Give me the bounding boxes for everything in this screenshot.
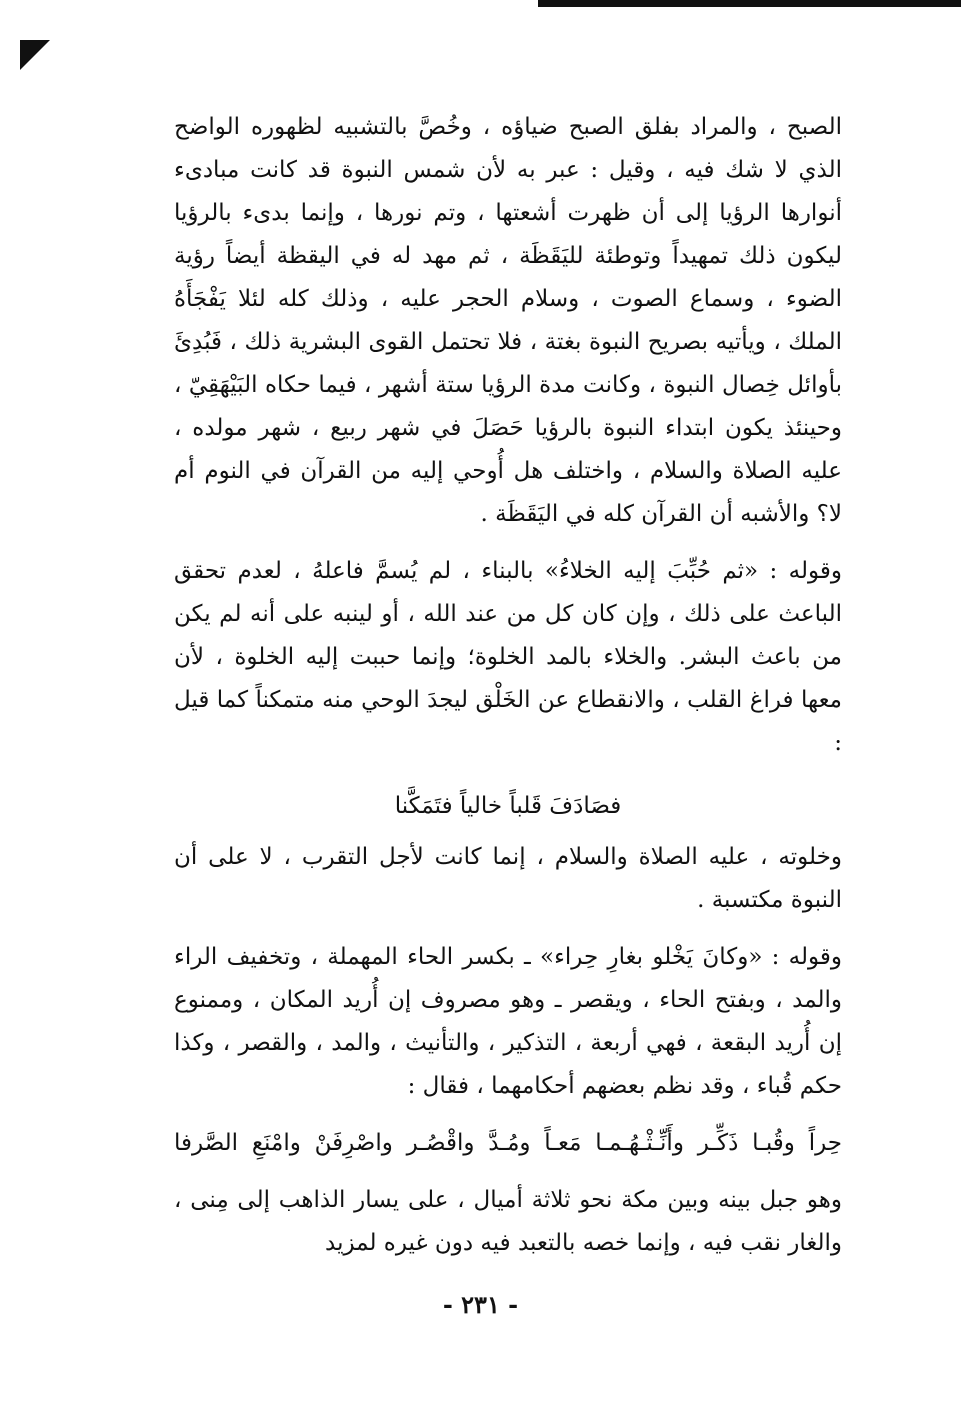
verse-line-2: حِراً وقُبـا ذَكِّـر وأَنِّـثْـهُـمـا مَعـاً ومُـدَّ واقْصُـر واصْرِفَنْ وامْنَعِ الصَّرفا: [174, 1130, 842, 1156]
paragraph-1: الصبح ، والمراد بفلق الصبح ضياؤه ، وخُصَّ بالتشبيه لظهوره الواضح الذي لا شك فيه ، وقيل : عبر به لأن شمس النبوة قد كانت مبادىء أنوارها الرؤيا إلى أن ظهرت أشعتها ، وتم نورها ، وإنما بدىء بالرؤيا ليكون ذلك تمهيداً وتوطئة لليَقَظَة ، ثم مهد له في اليقظة أيضاً رؤية الضوء ، وسماع الصوت ، وسلام الحجر عليه ، وذلك كله لئلا يَفْجَأَهُ الملك ، ويأتيه بصريح النبوة بغتة ، فلا تحتمل القوى البشرية ذلك ، فَبُدِئَ بأوائل خِصال النبوة ، وكانت مدة الرؤيا ستة أشهر ، فيما حكاه البَيْهَقِيّ ، وحينئذ يكون ابتداء النبوة بالرؤيا حَصَلَ في شهر ربيع ، شهر مولده ، عليه الصلاة والسلام ، واختلف هل أُوحي إليه من القرآن في النوم أم لا؟ والأشبه أن القرآن كله في اليَقَظَة .: [174, 114, 842, 527]
verse-line-1: فصَادَفَ قَلباً خالياً فتَمَكَّنا: [394, 793, 622, 819]
paragraph-2: وقوله : «ثم حُبِّبَ إليه الخلاءُ» بالبناء ، لم يُسمَّ فاعلهُ ، لعدم تحقق الباعث على ذلك ، وإن كان كل من عند الله ، أو لينبه على أنه لم يكن من باعث البشر. والخلاء بالمد الخلوة؛ وإنما حببت إليه الخلوة ، لأن معها فراغ القلب ، والانقطاع عن الخَلْق ليجدَ الوحي منه متمكناً كما قيل :: [174, 558, 842, 756]
page-body: [174, 106, 842, 1265]
paragraph-3: وخلوته ، عليه الصلاة والسلام ، إنما كانت لأجل التقرب ، لا على أن النبوة مكتسبة .: [174, 844, 842, 913]
page-number: - ٢٣١ -: [442, 1290, 519, 1319]
paragraph-5: وهو جبل بينه وبين مكة نحو ثلاثة أميال ، على يسار الذاهب إلى مِنى ، والغار نقب فيه ، وإنما خصه بالتعبد فيه دون غيره لمزيد: [174, 1187, 842, 1256]
corner-triangle-mark: [20, 40, 50, 70]
paragraph-4: وقوله : «وكانَ يَخْلو بغارِ حِراء» ـ بكسر الحاء المهملة ، وتخفيف الراء والمد ، وبفتح الحاء ، ويقصر ـ وهو مصروف إن أُريد المكان ، وممنوع إن أُريد البقعة ، فهي أربعة ، التذكير ، والتأنيث ، والمد ، والقصر ، وكذا حكم قُباء ، وقد نظم بعضهم أحكامهما ، فقال :: [174, 944, 842, 1099]
top-border-rule: [538, 0, 961, 7]
